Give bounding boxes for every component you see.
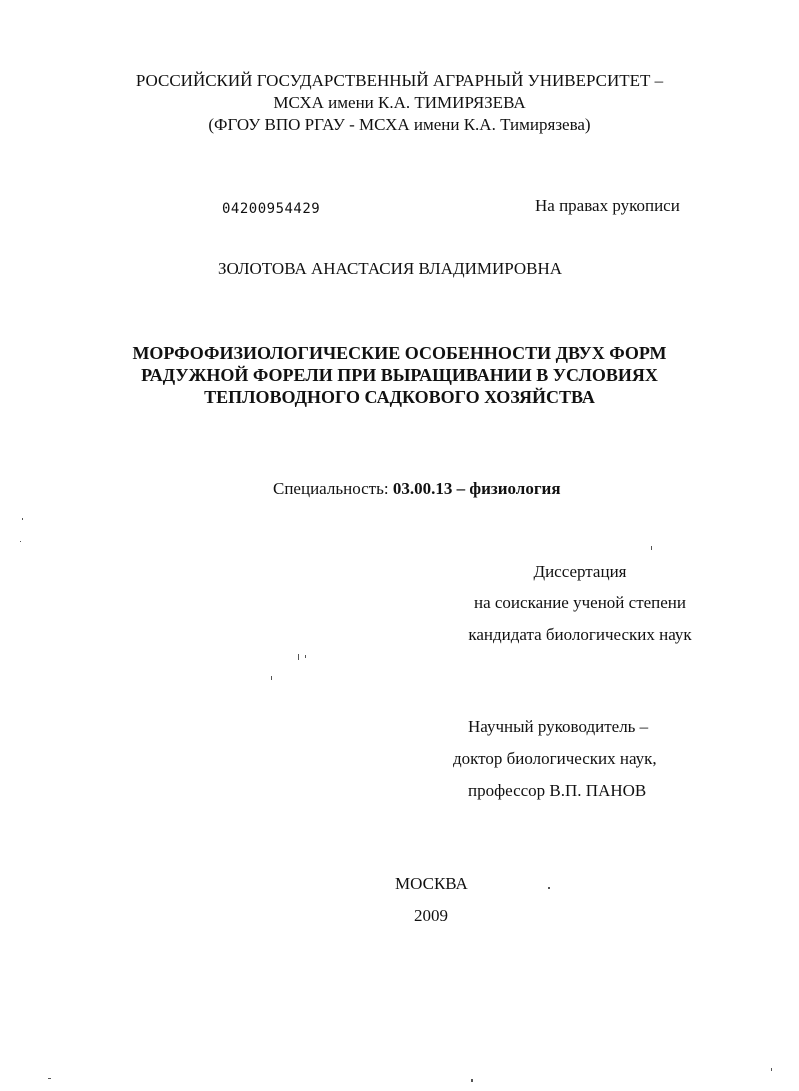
scan-speck — [271, 676, 272, 680]
supervisor-degree: доктор биологических наук, — [453, 749, 657, 768]
scan-speck — [22, 518, 23, 520]
scan-speck — [651, 546, 652, 550]
manuscript-rights-note: На правах рукописи — [535, 196, 680, 215]
scan-speck — [305, 655, 306, 658]
dissertation-label: Диссертация — [533, 562, 627, 581]
university-name-line-2: МСХА имени К.А. ТИМИРЯЗЕВА — [273, 93, 526, 112]
scan-speck — [471, 1079, 473, 1082]
specialty-code: 03.00.13 – физиология — [392, 479, 561, 498]
supervisor-label: Научный руководитель – — [468, 717, 649, 736]
scan-speck — [771, 1068, 772, 1071]
scan-speck — [20, 541, 21, 542]
dissertation-title-line-1: МОРФОФИЗИОЛОГИЧЕСКИЕ ОСОБЕННОСТИ ДВУХ ФОРМ — [132, 343, 667, 363]
specialty-label: Специальность: — [273, 479, 389, 498]
dissertation-title-line-2: РАДУЖНОЙ ФОРЕЛИ ПРИ ВЫРАЩИВАНИИ В УСЛОВИЯХ — [141, 365, 658, 385]
city: МОСКВА — [395, 874, 468, 893]
registration-number: 04200954429 — [222, 201, 321, 217]
university-abbreviation: (ФГОУ ВПО РГАУ - МСХА имени К.А. Тимирязева) — [208, 115, 591, 134]
dissertation-title-line-3: ТЕПЛОВОДНОГО САДКОВОГО ХОЗЯЙСТВА — [204, 387, 595, 407]
scan-speck — [298, 654, 299, 660]
degree-application: на соискание ученой степени — [473, 593, 687, 612]
year: 2009 — [414, 906, 448, 925]
scan-speck — [48, 1078, 51, 1079]
supervisor-name: профессор В.П. ПАНОВ — [468, 781, 647, 800]
specialty — [273, 478, 561, 500]
author-name: ЗОЛОТОВА АНАСТАСИЯ ВЛАДИМИРОВНА — [218, 259, 563, 278]
scan-speck — [548, 887, 550, 889]
degree-name: кандидата биологических наук — [468, 625, 692, 644]
university-name-line-1: РОССИЙСКИЙ ГОСУДАРСТВЕННЫЙ АГРАРНЫЙ УНИВЕРСИТЕТ – — [135, 71, 664, 90]
